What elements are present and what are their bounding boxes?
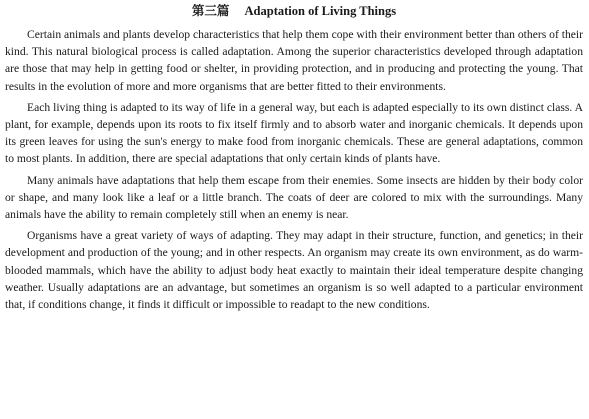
section-tag: 第三篇 <box>191 4 230 18</box>
paragraph-1: Certain animals and plants develop characteristics that help them cope with their environment better than others of their kind. This natural biological process is called adaptation. Among the superior characteristics developed through adaptation are those that may help in getting food or shelter, in providing protection, and in producing and protecting the young. That results in the evolution of more and more organisms that are better fitted to their environments. <box>5 28 583 93</box>
paragraph-2: Each living thing is adapted to its way of life in a general way, but each is adapted especially to its own distinct class. A plant, for example, depends upon its roots to fix itself firmly and to absorb water and inorganic chemicals. It depends upon its green leaves for using the sun's energy to make food from inorganic chemicals. These are general adaptations, common to most plants. In addition, there are special adaptations that only certain kinds of plants have. <box>5 100 583 166</box>
article-title: Adaptation of Living Things <box>244 4 397 18</box>
paragraph-3: Many animals have adaptations that help them escape from their enemies. Some insects are hidden by their body color or shape, and many look like a leaf or a little branch. The coats of deer are colored to mix with the surroundings. Many animals have the ability to remain completely still when an enemy is near. <box>5 173 583 222</box>
paragraph-4: Organisms have a great variety of ways of adapting. They may adapt in their structure, function, and genetics; in their development and production of the young; and in other respects. An organism may create its own environment, as do warm-blooded mammals, which have the ability to adjust body heat exactly to maintain their ideal temperature despite changing weather. Usually adaptations are an advantage, but sometimes an organism is so well adapted to a particular environment that, if conditions change, it finds it difficult or impossible to readapt to the new conditions. <box>5 229 583 312</box>
article-heading <box>5 4 583 19</box>
